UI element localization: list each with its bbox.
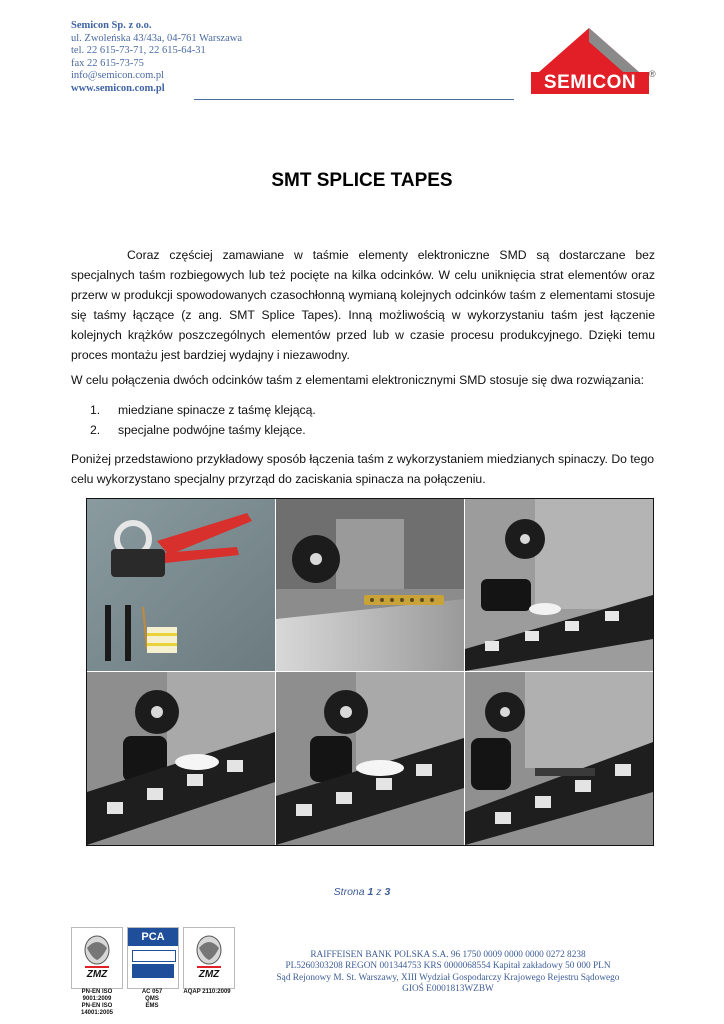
list-item-text: specjalne podwójne taśmy klejące. bbox=[118, 423, 306, 437]
pca-cert-label: AC 057 QMS EMS bbox=[141, 989, 163, 1009]
photo-tape-in-tool-1 bbox=[465, 499, 653, 671]
company-info bbox=[71, 20, 242, 96]
list-item bbox=[90, 400, 650, 420]
photo-crimping-tool bbox=[87, 499, 275, 671]
intro-paragraph: Coraz częściej zamawiane w taśmie elementy elektroniczne SMD są dostarczane bez specjalnych taśm rozbiegowych lub też pocięte na kilka odcinków. W celu uniknięcia strat elementów oraz przerw w produkcji spowodowanych czasochłonną wymianą kolejnych odcinków taśm z elementami stosuje się taśmy łączące (z ang. SMT Splice Tapes). Inną możliwością w wykorzystaniu taśm jest łączenie kolejnych krążków poszczególnych elementów przed lub w czasie procesu produkcyjnego. Dzięki temu proces montażu jest bardziej wydajny i niezawodny. bbox=[71, 248, 655, 362]
list-item-number: 1. bbox=[90, 403, 101, 417]
list-item-text: miedziane spinacze z taśmę klejącą. bbox=[118, 403, 316, 417]
iso-cert-label: PN-EN ISO 9001:2009 PN-EN ISO 14001:2005 bbox=[80, 989, 114, 1016]
tax-regon-krs: PL5260303208 REGON 001344753 KRS 0000068554 Kapitał zakładowy 50 000 PLN bbox=[285, 961, 611, 972]
example-paragraph: Poniżej przedstawiono przykładowy sposób łączenia taśm z wykorzystaniem miedzianych spinaczy. Do tego celu wykorzystano specjalny przyrząd do zaciskania spinacza na połączeniu. bbox=[71, 452, 655, 486]
zmz-cert-logo-2 bbox=[183, 927, 235, 989]
aqap-cert-label: AQAP 2110:2009 bbox=[183, 989, 231, 995]
certification-logos bbox=[71, 927, 233, 1016]
bank-account: RAIFFEISEN BANK POLSKA S.A. 96 1750 0009 0000 0000 0272 8238 bbox=[310, 950, 586, 960]
zmz-cert-logo-1 bbox=[71, 927, 123, 989]
page-number bbox=[0, 886, 724, 898]
bank-registration-info bbox=[238, 950, 658, 996]
company-tel: tel. 22 615-73-71, 22 615-64-31 bbox=[71, 45, 206, 57]
page-current: 1 bbox=[367, 886, 374, 898]
logo-registered-mark: ® bbox=[649, 69, 656, 79]
company-address: ul. Zwoleńska 43/43a, 04-761 Warszawa bbox=[71, 32, 242, 44]
company-website[interactable]: www.semicon.com.pl bbox=[71, 82, 165, 94]
photo-tape-in-tool-4 bbox=[465, 672, 653, 845]
company-name: Semicon Sp. z o.o. bbox=[71, 20, 152, 31]
photo-tape-in-tool-3 bbox=[276, 672, 464, 845]
photo-tape-in-tool-2 bbox=[87, 672, 275, 845]
header-divider bbox=[194, 99, 514, 100]
list-item-number: 2. bbox=[90, 423, 101, 437]
list-item bbox=[90, 420, 650, 440]
page-sep: z bbox=[376, 886, 382, 898]
pca-label: PCA bbox=[128, 928, 178, 946]
page-prefix: Strona bbox=[333, 886, 365, 898]
solutions-paragraph: W celu połączenia dwóch odcinków taśm z elementami elektronicznymi SMD stosuje się dwa rozwiązania: bbox=[71, 373, 645, 387]
logo-wordmark: SEMICON bbox=[531, 72, 649, 94]
gios-number: GIOŚ E0001813WZBW bbox=[402, 984, 494, 995]
company-email[interactable]: info@semicon.com.pl bbox=[71, 70, 165, 82]
photo-splice-clip bbox=[276, 499, 464, 671]
document-title: SMT SPLICE TAPES bbox=[271, 170, 453, 191]
zmz-label: ZMZ bbox=[198, 969, 220, 980]
zmz-label: ZMZ bbox=[86, 969, 108, 980]
page-total: 3 bbox=[384, 886, 391, 898]
solutions-list bbox=[90, 400, 650, 440]
company-fax: fax 22 615-73-75 bbox=[71, 57, 144, 69]
splice-photo-grid bbox=[86, 498, 654, 846]
pca-cert-logo bbox=[127, 927, 179, 989]
court-registration: Sąd Rejonowy M. St. Warszawy, XIII Wydział Gospodarczy Krajowego Rejestru Sądowego bbox=[276, 972, 620, 983]
